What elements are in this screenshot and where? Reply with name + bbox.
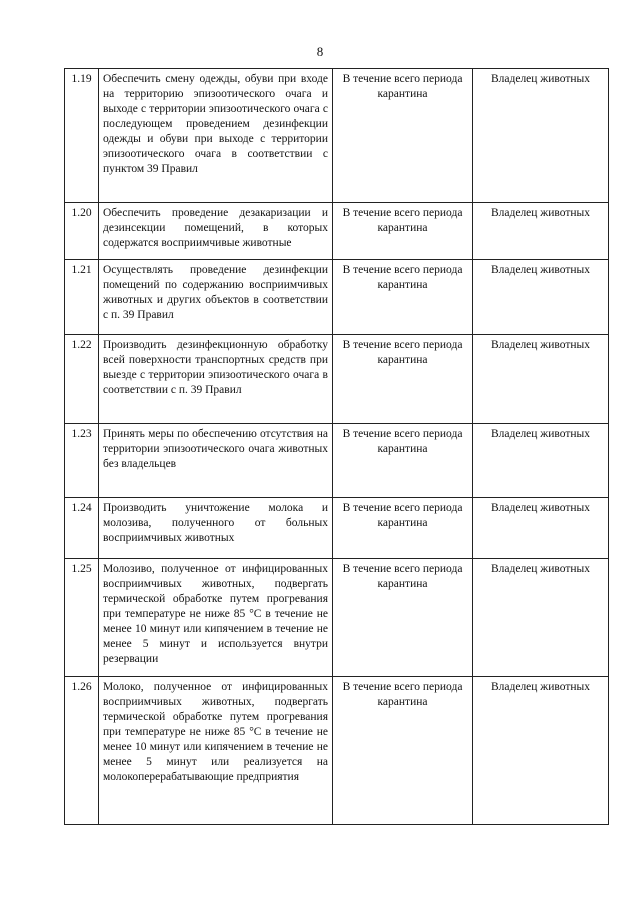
measure-text: Обеспечить проведение дезакаризации и дезинсекции помещений, в которых содержатся восприимчивые животные xyxy=(99,203,333,260)
table-row xyxy=(65,424,609,498)
page-number: 8 xyxy=(316,44,324,59)
term-text: В течение всего периода карантина xyxy=(333,559,473,677)
table-row xyxy=(65,260,609,335)
measure-text: Молозиво, полученное от инфицированных восприимчивых животных, подвергать термической обработке путем прогревания при температуре не ниже 85 °С в течение не менее 10 минут или кипячением в течение не менее 5 минут и используется внутри резервации xyxy=(99,559,333,677)
measure-text: Молоко, полученное от инфицированных восприимчивых животных, подвергать термической обработке путем прогревания при температуре не ниже 85 °С в течение не менее 10 минут или кипячением в течение не менее 5 минут или реализуется на молокоперерабатывающие предприятия xyxy=(99,677,333,825)
measures-table xyxy=(64,68,609,825)
table-row xyxy=(65,559,609,677)
responsible-text: Владелец животных xyxy=(473,335,609,424)
row-number: 1.20 xyxy=(65,203,99,260)
measure-text: Обеспечить смену одежды, обуви при входе на территорию эпизоотического очага и выходе с территории эпизоотического очага с последующем проведением дезинфекции одежды и обуви при выходе с территории эпизоотического очага в соответствии с пунктом 39 Правил xyxy=(99,69,333,203)
table-row xyxy=(65,203,609,260)
responsible-text: Владелец животных xyxy=(473,424,609,498)
table-row xyxy=(65,677,609,825)
row-number: 1.25 xyxy=(65,559,99,677)
term-text: В течение всего периода карантина xyxy=(333,69,473,203)
term-text: В течение всего периода карантина xyxy=(333,203,473,260)
responsible-text: Владелец животных xyxy=(473,677,609,825)
table-row xyxy=(65,498,609,559)
row-number: 1.26 xyxy=(65,677,99,825)
measure-text: Производить уничтожение молока и молозива, полученного от больных восприимчивых животных xyxy=(99,498,333,559)
term-text: В течение всего периода карантина xyxy=(333,498,473,559)
responsible-text: Владелец животных xyxy=(473,69,609,203)
row-number: 1.22 xyxy=(65,335,99,424)
responsible-text: Владелец животных xyxy=(473,203,609,260)
responsible-text: Владелец животных xyxy=(473,498,609,559)
row-number: 1.19 xyxy=(65,69,99,203)
term-text: В течение всего периода карантина xyxy=(333,260,473,335)
term-text: В течение всего периода карантина xyxy=(333,677,473,825)
row-number: 1.21 xyxy=(65,260,99,335)
responsible-text: Владелец животных xyxy=(473,559,609,677)
row-number: 1.23 xyxy=(65,424,99,498)
table-row xyxy=(65,69,609,203)
measure-text: Принять меры по обеспечению отсутствия на территории эпизоотического очага животных без владельцев xyxy=(99,424,333,498)
measure-text: Производить дезинфекционную обработку всей поверхности транспортных средств при выезде с территории эпизоотического очага в соответствии с п. 39 Правил xyxy=(99,335,333,424)
responsible-text: Владелец животных xyxy=(473,260,609,335)
term-text: В течение всего периода карантина xyxy=(333,424,473,498)
row-number: 1.24 xyxy=(65,498,99,559)
measure-text: Осуществлять проведение дезинфекции помещений по содержанию восприимчивых животных и других объектов в соответствии с п. 39 Правил xyxy=(99,260,333,335)
table-row xyxy=(65,335,609,424)
term-text: В течение всего периода карантина xyxy=(333,335,473,424)
